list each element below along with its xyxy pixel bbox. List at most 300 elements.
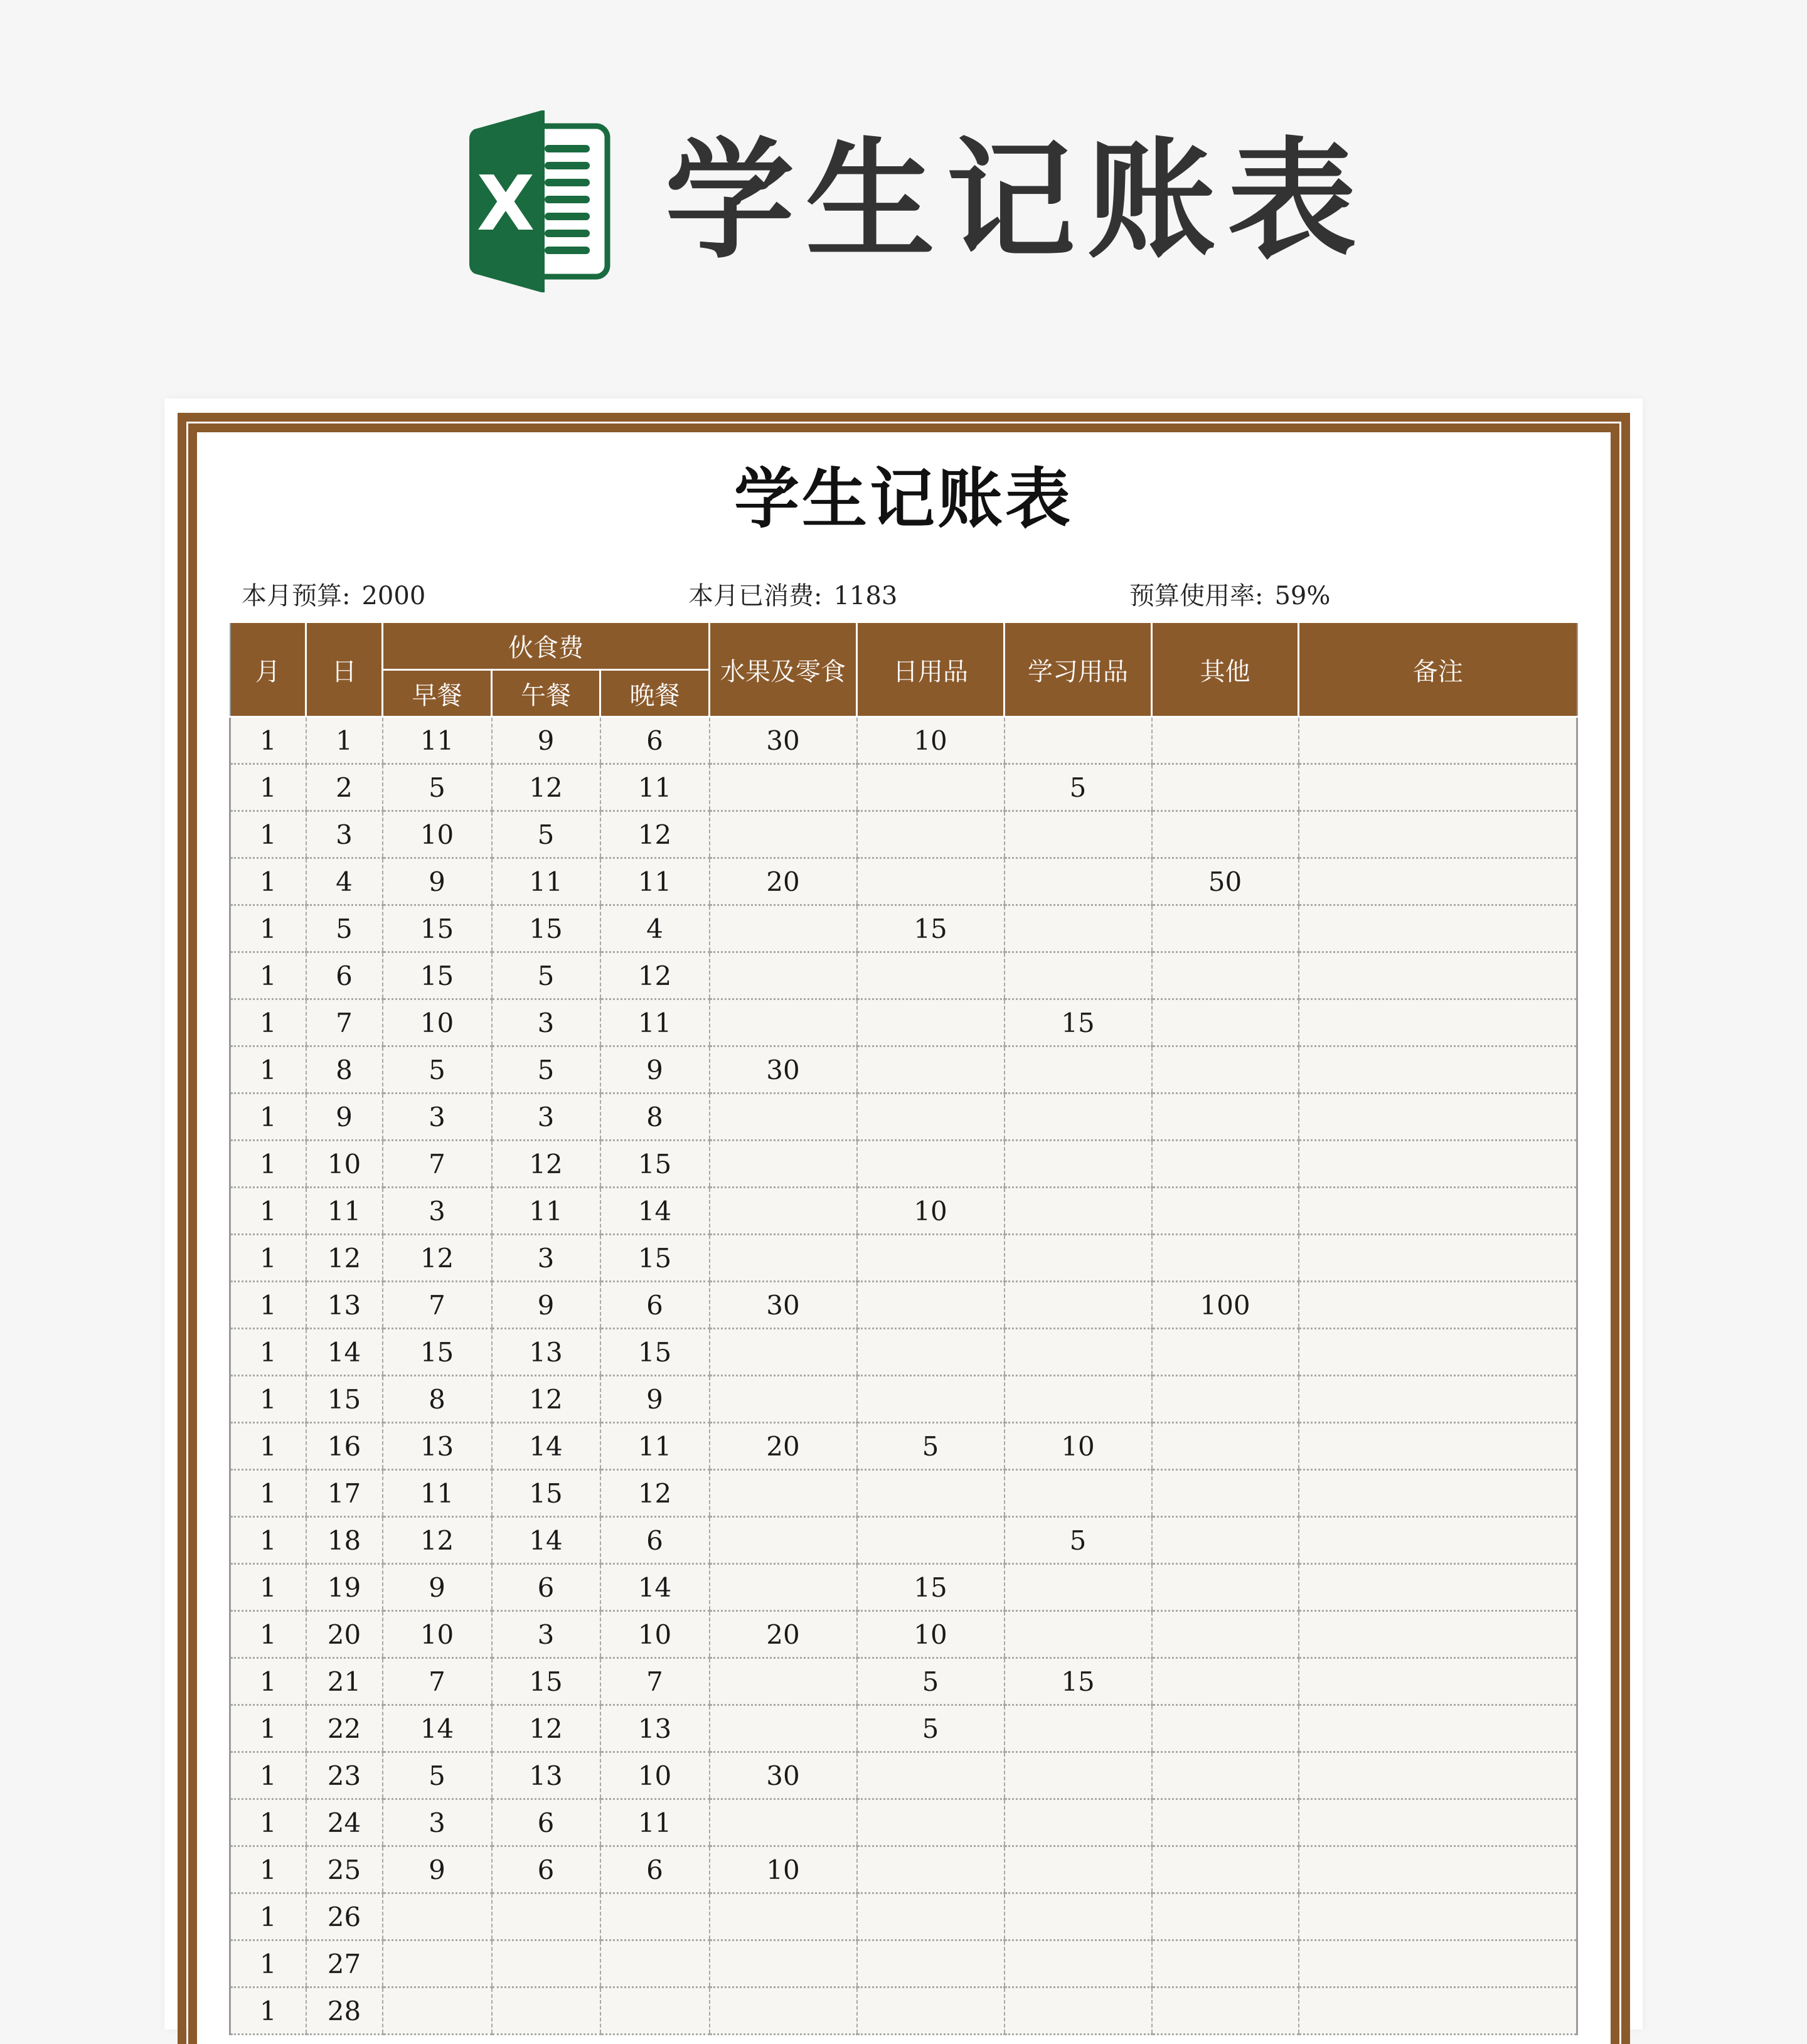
cell-month[interactable]: 1 <box>230 1658 306 1705</box>
cell-other[interactable] <box>1152 952 1299 999</box>
cell-daily-goods[interactable] <box>857 1752 1005 1799</box>
cell-other[interactable] <box>1152 1893 1299 1940</box>
cell-month[interactable]: 1 <box>230 1141 306 1188</box>
cell-study-supplies[interactable] <box>1005 1564 1152 1611</box>
cell-daily-goods[interactable] <box>857 1141 1005 1188</box>
cell-fruit-snacks[interactable]: 30 <box>710 1282 857 1329</box>
cell-month[interactable]: 1 <box>230 1188 306 1235</box>
cell-notes[interactable] <box>1299 1376 1577 1423</box>
cell-fruit-snacks[interactable] <box>710 1141 857 1188</box>
cell-fruit-snacks[interactable] <box>710 1329 857 1376</box>
cell-fruit-snacks[interactable] <box>710 1799 857 1846</box>
cell-daily-goods[interactable] <box>857 1046 1005 1094</box>
cell-daily-goods[interactable]: 10 <box>857 1611 1005 1658</box>
cell-breakfast[interactable]: 11 <box>383 1470 492 1517</box>
cell-lunch[interactable]: 12 <box>492 764 600 811</box>
cell-notes[interactable] <box>1299 1517 1577 1564</box>
cell-lunch[interactable]: 5 <box>492 1046 600 1094</box>
cell-month[interactable]: 1 <box>230 1376 306 1423</box>
spent-summary <box>688 580 897 612</box>
cell-dinner[interactable]: 12 <box>600 952 710 999</box>
cell-month[interactable]: 1 <box>230 1705 306 1752</box>
cell-day[interactable]: 15 <box>306 1376 383 1423</box>
cell-month[interactable]: 1 <box>230 1752 306 1799</box>
table-row <box>230 1564 1577 1611</box>
cell-study-supplies[interactable]: 5 <box>1005 764 1152 811</box>
cell-lunch[interactable]: 3 <box>492 1094 600 1141</box>
cell-month[interactable]: 1 <box>230 811 306 858</box>
cell-breakfast[interactable]: 7 <box>383 1658 492 1705</box>
cell-month[interactable]: 1 <box>230 1940 306 1988</box>
cell-study-supplies[interactable]: 10 <box>1005 1423 1152 1470</box>
cell-dinner[interactable]: 8 <box>600 1094 710 1141</box>
cell-breakfast[interactable]: 9 <box>383 1564 492 1611</box>
cell-notes[interactable] <box>1299 811 1577 858</box>
cell-lunch[interactable] <box>492 1893 600 1940</box>
cell-breakfast[interactable]: 7 <box>383 1141 492 1188</box>
cell-month[interactable]: 1 <box>230 858 306 905</box>
cell-study-supplies[interactable] <box>1005 1799 1152 1846</box>
cell-breakfast[interactable]: 12 <box>383 1235 492 1282</box>
cell-fruit-snacks[interactable]: 30 <box>710 717 857 764</box>
cell-day[interactable]: 4 <box>306 858 383 905</box>
cell-study-supplies[interactable]: 5 <box>1005 1517 1152 1564</box>
cell-daily-goods[interactable] <box>857 1988 1005 2035</box>
cell-breakfast[interactable]: 10 <box>383 1611 492 1658</box>
cell-daily-goods[interactable] <box>857 811 1005 858</box>
cell-daily-goods[interactable]: 5 <box>857 1658 1005 1705</box>
cell-fruit-snacks[interactable] <box>710 1376 857 1423</box>
cell-dinner[interactable] <box>600 1940 710 1988</box>
cell-daily-goods[interactable] <box>857 1282 1005 1329</box>
cell-dinner[interactable] <box>600 1988 710 2035</box>
cell-dinner[interactable] <box>600 1893 710 1940</box>
cell-fruit-snacks[interactable] <box>710 764 857 811</box>
cell-breakfast[interactable]: 5 <box>383 1046 492 1094</box>
cell-fruit-snacks[interactable] <box>710 1094 857 1141</box>
cell-breakfast[interactable]: 10 <box>383 999 492 1046</box>
cell-notes[interactable] <box>1299 1564 1577 1611</box>
cell-month[interactable]: 1 <box>230 1423 306 1470</box>
cell-fruit-snacks[interactable] <box>710 1517 857 1564</box>
cell-month[interactable]: 1 <box>230 1564 306 1611</box>
cell-other[interactable] <box>1152 1658 1299 1705</box>
cell-fruit-snacks[interactable] <box>710 999 857 1046</box>
usage-value: 59% <box>1274 582 1331 610</box>
cell-month[interactable]: 1 <box>230 717 306 764</box>
cell-fruit-snacks[interactable] <box>710 1564 857 1611</box>
cell-notes[interactable] <box>1299 999 1577 1046</box>
cell-daily-goods[interactable] <box>857 1376 1005 1423</box>
cell-fruit-snacks[interactable]: 20 <box>710 1611 857 1658</box>
cell-fruit-snacks[interactable] <box>710 1940 857 1988</box>
cell-notes[interactable] <box>1299 858 1577 905</box>
cell-notes[interactable] <box>1299 905 1577 952</box>
cell-day[interactable]: 26 <box>306 1893 383 1940</box>
cell-notes[interactable] <box>1299 1752 1577 1799</box>
cell-dinner[interactable]: 6 <box>600 1517 710 1564</box>
cell-other[interactable] <box>1152 1235 1299 1282</box>
cell-breakfast[interactable]: 3 <box>383 1094 492 1141</box>
cell-dinner[interactable]: 14 <box>600 1188 710 1235</box>
cell-day[interactable]: 3 <box>306 811 383 858</box>
cell-lunch[interactable]: 15 <box>492 1658 600 1705</box>
cell-daily-goods[interactable] <box>857 1470 1005 1517</box>
cell-fruit-snacks[interactable] <box>710 905 857 952</box>
cell-other[interactable] <box>1152 1846 1299 1893</box>
cell-lunch[interactable]: 3 <box>492 1235 600 1282</box>
cell-other[interactable] <box>1152 1517 1299 1564</box>
cell-dinner[interactable]: 10 <box>600 1752 710 1799</box>
ledger-table <box>229 621 1578 2035</box>
cell-lunch[interactable]: 3 <box>492 1611 600 1658</box>
cell-fruit-snacks[interactable]: 30 <box>710 1752 857 1799</box>
cell-month[interactable]: 1 <box>230 1046 306 1094</box>
cell-other[interactable] <box>1152 764 1299 811</box>
cell-daily-goods[interactable] <box>857 1094 1005 1141</box>
cell-dinner[interactable]: 11 <box>600 1799 710 1846</box>
cell-other[interactable] <box>1152 1799 1299 1846</box>
cell-notes[interactable] <box>1299 1094 1577 1141</box>
cell-study-supplies[interactable] <box>1005 1611 1152 1658</box>
cell-other[interactable] <box>1152 717 1299 764</box>
cell-breakfast[interactable]: 14 <box>383 1705 492 1752</box>
cell-day[interactable]: 6 <box>306 952 383 999</box>
cell-fruit-snacks[interactable]: 30 <box>710 1046 857 1094</box>
cell-lunch[interactable]: 3 <box>492 999 600 1046</box>
cell-month[interactable]: 1 <box>230 1799 306 1846</box>
cell-lunch[interactable]: 12 <box>492 1705 600 1752</box>
cell-dinner[interactable]: 15 <box>600 1235 710 1282</box>
cell-lunch[interactable]: 14 <box>492 1423 600 1470</box>
cell-day[interactable]: 18 <box>306 1517 383 1564</box>
cell-breakfast[interactable]: 10 <box>383 811 492 858</box>
cell-daily-goods[interactable] <box>857 1846 1005 1893</box>
cell-other[interactable] <box>1152 905 1299 952</box>
header-meals: 伙食费 <box>383 622 710 670</box>
cell-lunch[interactable]: 11 <box>492 858 600 905</box>
cell-study-supplies[interactable] <box>1005 858 1152 905</box>
cell-notes[interactable] <box>1299 1423 1577 1470</box>
header-fruit-snacks: 水果及零食 <box>710 622 857 717</box>
table-row <box>230 717 1577 764</box>
cell-day[interactable]: 8 <box>306 1046 383 1094</box>
cell-notes[interactable] <box>1299 952 1577 999</box>
cell-breakfast[interactable]: 15 <box>383 905 492 952</box>
cell-dinner[interactable]: 4 <box>600 905 710 952</box>
cell-study-supplies[interactable] <box>1005 1188 1152 1235</box>
cell-breakfast[interactable]: 8 <box>383 1376 492 1423</box>
cell-study-supplies[interactable] <box>1005 1988 1152 2035</box>
cell-daily-goods[interactable] <box>857 1235 1005 1282</box>
cell-lunch[interactable]: 12 <box>492 1376 600 1423</box>
cell-dinner[interactable]: 15 <box>600 1141 710 1188</box>
cell-dinner[interactable]: 12 <box>600 1470 710 1517</box>
cell-fruit-snacks[interactable] <box>710 952 857 999</box>
cell-day[interactable]: 22 <box>306 1705 383 1752</box>
cell-dinner[interactable]: 9 <box>600 1376 710 1423</box>
cell-study-supplies[interactable] <box>1005 1235 1152 1282</box>
cell-breakfast[interactable]: 9 <box>383 1846 492 1893</box>
cell-dinner[interactable]: 13 <box>600 1705 710 1752</box>
cell-fruit-snacks[interactable]: 10 <box>710 1846 857 1893</box>
cell-month[interactable]: 1 <box>230 1846 306 1893</box>
table-row <box>230 1893 1577 1940</box>
cell-breakfast[interactable] <box>383 1988 492 2035</box>
cell-dinner[interactable]: 14 <box>600 1564 710 1611</box>
cell-notes[interactable] <box>1299 764 1577 811</box>
cell-study-supplies[interactable] <box>1005 717 1152 764</box>
cell-notes[interactable] <box>1299 1940 1577 1988</box>
cell-other[interactable]: 100 <box>1152 1282 1299 1329</box>
cell-month[interactable]: 1 <box>230 1470 306 1517</box>
cell-study-supplies[interactable] <box>1005 1752 1152 1799</box>
cell-daily-goods[interactable] <box>857 1329 1005 1376</box>
cell-day[interactable]: 16 <box>306 1423 383 1470</box>
cell-study-supplies[interactable] <box>1005 811 1152 858</box>
table-row <box>230 1752 1577 1799</box>
cell-day[interactable]: 5 <box>306 905 383 952</box>
cell-day[interactable]: 25 <box>306 1846 383 1893</box>
cell-other[interactable] <box>1152 1329 1299 1376</box>
cell-fruit-snacks[interactable] <box>710 1188 857 1235</box>
cell-dinner[interactable]: 10 <box>600 1611 710 1658</box>
cell-other[interactable]: 50 <box>1152 858 1299 905</box>
cell-day[interactable]: 17 <box>306 1470 383 1517</box>
cell-other[interactable] <box>1152 1705 1299 1752</box>
banner <box>0 0 1807 376</box>
cell-day[interactable]: 9 <box>306 1094 383 1141</box>
cell-fruit-snacks[interactable]: 20 <box>710 1423 857 1470</box>
cell-other[interactable] <box>1152 1046 1299 1094</box>
cell-lunch[interactable]: 5 <box>492 811 600 858</box>
cell-month[interactable]: 1 <box>230 1893 306 1940</box>
cell-lunch[interactable]: 13 <box>492 1329 600 1376</box>
cell-day[interactable]: 2 <box>306 764 383 811</box>
cell-other[interactable] <box>1152 811 1299 858</box>
cell-dinner[interactable]: 7 <box>600 1658 710 1705</box>
cell-study-supplies[interactable] <box>1005 1470 1152 1517</box>
cell-study-supplies[interactable] <box>1005 1846 1152 1893</box>
cell-dinner[interactable]: 12 <box>600 811 710 858</box>
cell-daily-goods[interactable] <box>857 952 1005 999</box>
cell-day[interactable]: 7 <box>306 999 383 1046</box>
cell-day[interactable]: 21 <box>306 1658 383 1705</box>
cell-breakfast[interactable]: 11 <box>383 717 492 764</box>
cell-fruit-snacks[interactable] <box>710 1658 857 1705</box>
cell-notes[interactable] <box>1299 1611 1577 1658</box>
cell-fruit-snacks[interactable] <box>710 811 857 858</box>
cell-dinner[interactable]: 9 <box>600 1046 710 1094</box>
cell-study-supplies[interactable] <box>1005 905 1152 952</box>
cell-dinner[interactable]: 15 <box>600 1329 710 1376</box>
cell-lunch[interactable]: 15 <box>492 905 600 952</box>
cell-month[interactable]: 1 <box>230 1611 306 1658</box>
cell-lunch[interactable]: 6 <box>492 1799 600 1846</box>
cell-other[interactable] <box>1152 1376 1299 1423</box>
cell-breakfast[interactable]: 15 <box>383 1329 492 1376</box>
cell-lunch[interactable]: 9 <box>492 717 600 764</box>
cell-lunch[interactable] <box>492 1988 600 2035</box>
cell-daily-goods[interactable] <box>857 1893 1005 1940</box>
svg-text:X: X <box>476 161 535 248</box>
table-row <box>230 1423 1577 1470</box>
cell-month[interactable]: 1 <box>230 952 306 999</box>
cell-lunch[interactable]: 12 <box>492 1141 600 1188</box>
cell-breakfast[interactable]: 3 <box>383 1188 492 1235</box>
cell-study-supplies[interactable] <box>1005 1282 1152 1329</box>
cell-study-supplies[interactable] <box>1005 1094 1152 1141</box>
cell-daily-goods[interactable] <box>857 999 1005 1046</box>
cell-month[interactable]: 1 <box>230 1094 306 1141</box>
cell-other[interactable] <box>1152 1752 1299 1799</box>
cell-day[interactable]: 11 <box>306 1188 383 1235</box>
cell-breakfast[interactable]: 7 <box>383 1282 492 1329</box>
cell-daily-goods[interactable]: 5 <box>857 1423 1005 1470</box>
table-row <box>230 1046 1577 1094</box>
cell-daily-goods[interactable] <box>857 1940 1005 1988</box>
table-row <box>230 1940 1577 1988</box>
cell-month[interactable]: 1 <box>230 764 306 811</box>
cell-other[interactable] <box>1152 1094 1299 1141</box>
cell-day[interactable]: 23 <box>306 1752 383 1799</box>
cell-day[interactable]: 14 <box>306 1329 383 1376</box>
cell-other[interactable] <box>1152 1564 1299 1611</box>
cell-day[interactable]: 12 <box>306 1235 383 1282</box>
cell-notes[interactable] <box>1299 1705 1577 1752</box>
cell-other[interactable] <box>1152 1611 1299 1658</box>
cell-notes[interactable] <box>1299 1893 1577 1940</box>
table-row <box>230 1611 1577 1658</box>
cell-lunch[interactable]: 9 <box>492 1282 600 1329</box>
cell-notes[interactable] <box>1299 1846 1577 1893</box>
cell-breakfast[interactable]: 9 <box>383 858 492 905</box>
ledger-body <box>230 717 1577 2035</box>
cell-day[interactable]: 13 <box>306 1282 383 1329</box>
cell-notes[interactable] <box>1299 1235 1577 1282</box>
cell-day[interactable]: 24 <box>306 1799 383 1846</box>
cell-breakfast[interactable]: 13 <box>383 1423 492 1470</box>
cell-dinner[interactable]: 6 <box>600 717 710 764</box>
table-row <box>230 1282 1577 1329</box>
cell-breakfast[interactable] <box>383 1940 492 1988</box>
cell-day[interactable]: 28 <box>306 1988 383 2035</box>
cell-dinner[interactable]: 11 <box>600 1423 710 1470</box>
cell-month[interactable]: 1 <box>230 1329 306 1376</box>
cell-notes[interactable] <box>1299 1988 1577 2035</box>
cell-fruit-snacks[interactable] <box>710 1893 857 1940</box>
cell-other[interactable] <box>1152 1423 1299 1470</box>
cell-daily-goods[interactable]: 10 <box>857 717 1005 764</box>
cell-dinner[interactable]: 11 <box>600 764 710 811</box>
cell-other[interactable] <box>1152 1141 1299 1188</box>
cell-study-supplies[interactable] <box>1005 1376 1152 1423</box>
cell-fruit-snacks[interactable] <box>710 1988 857 2035</box>
budget-value[interactable]: 2000 <box>361 582 426 610</box>
cell-fruit-snacks[interactable] <box>710 1235 857 1282</box>
cell-day[interactable]: 1 <box>306 717 383 764</box>
cell-daily-goods[interactable]: 15 <box>857 1564 1005 1611</box>
cell-month[interactable]: 1 <box>230 1988 306 2035</box>
cell-study-supplies[interactable] <box>1005 1705 1152 1752</box>
cell-daily-goods[interactable] <box>857 764 1005 811</box>
cell-month[interactable]: 1 <box>230 1235 306 1282</box>
cell-notes[interactable] <box>1299 1799 1577 1846</box>
cell-notes[interactable] <box>1299 1141 1577 1188</box>
cell-lunch[interactable] <box>492 1940 600 1988</box>
cell-month[interactable]: 1 <box>230 905 306 952</box>
cell-notes[interactable] <box>1299 1470 1577 1517</box>
cell-day[interactable]: 27 <box>306 1940 383 1988</box>
cell-breakfast[interactable]: 12 <box>383 1517 492 1564</box>
cell-breakfast[interactable]: 5 <box>383 1752 492 1799</box>
cell-month[interactable]: 1 <box>230 1517 306 1564</box>
cell-lunch[interactable]: 13 <box>492 1752 600 1799</box>
cell-month[interactable]: 1 <box>230 999 306 1046</box>
cell-notes[interactable] <box>1299 1329 1577 1376</box>
cell-breakfast[interactable]: 3 <box>383 1799 492 1846</box>
cell-dinner[interactable]: 11 <box>600 858 710 905</box>
cell-study-supplies[interactable] <box>1005 1141 1152 1188</box>
cell-notes[interactable] <box>1299 1282 1577 1329</box>
cell-notes[interactable] <box>1299 1046 1577 1094</box>
cell-notes[interactable] <box>1299 1188 1577 1235</box>
cell-month[interactable]: 1 <box>230 1282 306 1329</box>
cell-daily-goods[interactable]: 10 <box>857 1188 1005 1235</box>
cell-daily-goods[interactable]: 5 <box>857 1705 1005 1752</box>
usage-summary <box>1129 580 1330 612</box>
cell-notes[interactable] <box>1299 1658 1577 1705</box>
cell-breakfast[interactable]: 5 <box>383 764 492 811</box>
cell-study-supplies[interactable]: 15 <box>1005 999 1152 1046</box>
cell-fruit-snacks[interactable] <box>710 1470 857 1517</box>
cell-daily-goods[interactable]: 15 <box>857 905 1005 952</box>
cell-lunch[interactable]: 15 <box>492 1470 600 1517</box>
cell-other[interactable] <box>1152 1188 1299 1235</box>
cell-daily-goods[interactable] <box>857 858 1005 905</box>
cell-day[interactable]: 19 <box>306 1564 383 1611</box>
cell-other[interactable] <box>1152 999 1299 1046</box>
cell-fruit-snacks[interactable] <box>710 1705 857 1752</box>
cell-study-supplies[interactable] <box>1005 1329 1152 1376</box>
cell-daily-goods[interactable] <box>857 1517 1005 1564</box>
cell-other[interactable] <box>1152 1988 1299 2035</box>
cell-lunch[interactable]: 6 <box>492 1846 600 1893</box>
cell-day[interactable]: 10 <box>306 1141 383 1188</box>
cell-study-supplies[interactable] <box>1005 1046 1152 1094</box>
cell-lunch[interactable]: 6 <box>492 1564 600 1611</box>
cell-study-supplies[interactable] <box>1005 1940 1152 1988</box>
cell-notes[interactable] <box>1299 717 1577 764</box>
cell-breakfast[interactable] <box>383 1893 492 1940</box>
cell-study-supplies[interactable] <box>1005 1893 1152 1940</box>
cell-dinner[interactable]: 6 <box>600 1846 710 1893</box>
cell-dinner[interactable]: 11 <box>600 999 710 1046</box>
cell-lunch[interactable]: 11 <box>492 1188 600 1235</box>
cell-study-supplies[interactable]: 15 <box>1005 1658 1152 1705</box>
cell-lunch[interactable]: 5 <box>492 952 600 999</box>
cell-daily-goods[interactable] <box>857 1799 1005 1846</box>
cell-dinner[interactable]: 6 <box>600 1282 710 1329</box>
cell-other[interactable] <box>1152 1940 1299 1988</box>
table-row <box>230 999 1577 1046</box>
cell-study-supplies[interactable] <box>1005 952 1152 999</box>
cell-lunch[interactable]: 14 <box>492 1517 600 1564</box>
cell-fruit-snacks[interactable]: 20 <box>710 858 857 905</box>
cell-breakfast[interactable]: 15 <box>383 952 492 999</box>
cell-day[interactable]: 20 <box>306 1611 383 1658</box>
cell-other[interactable] <box>1152 1470 1299 1517</box>
